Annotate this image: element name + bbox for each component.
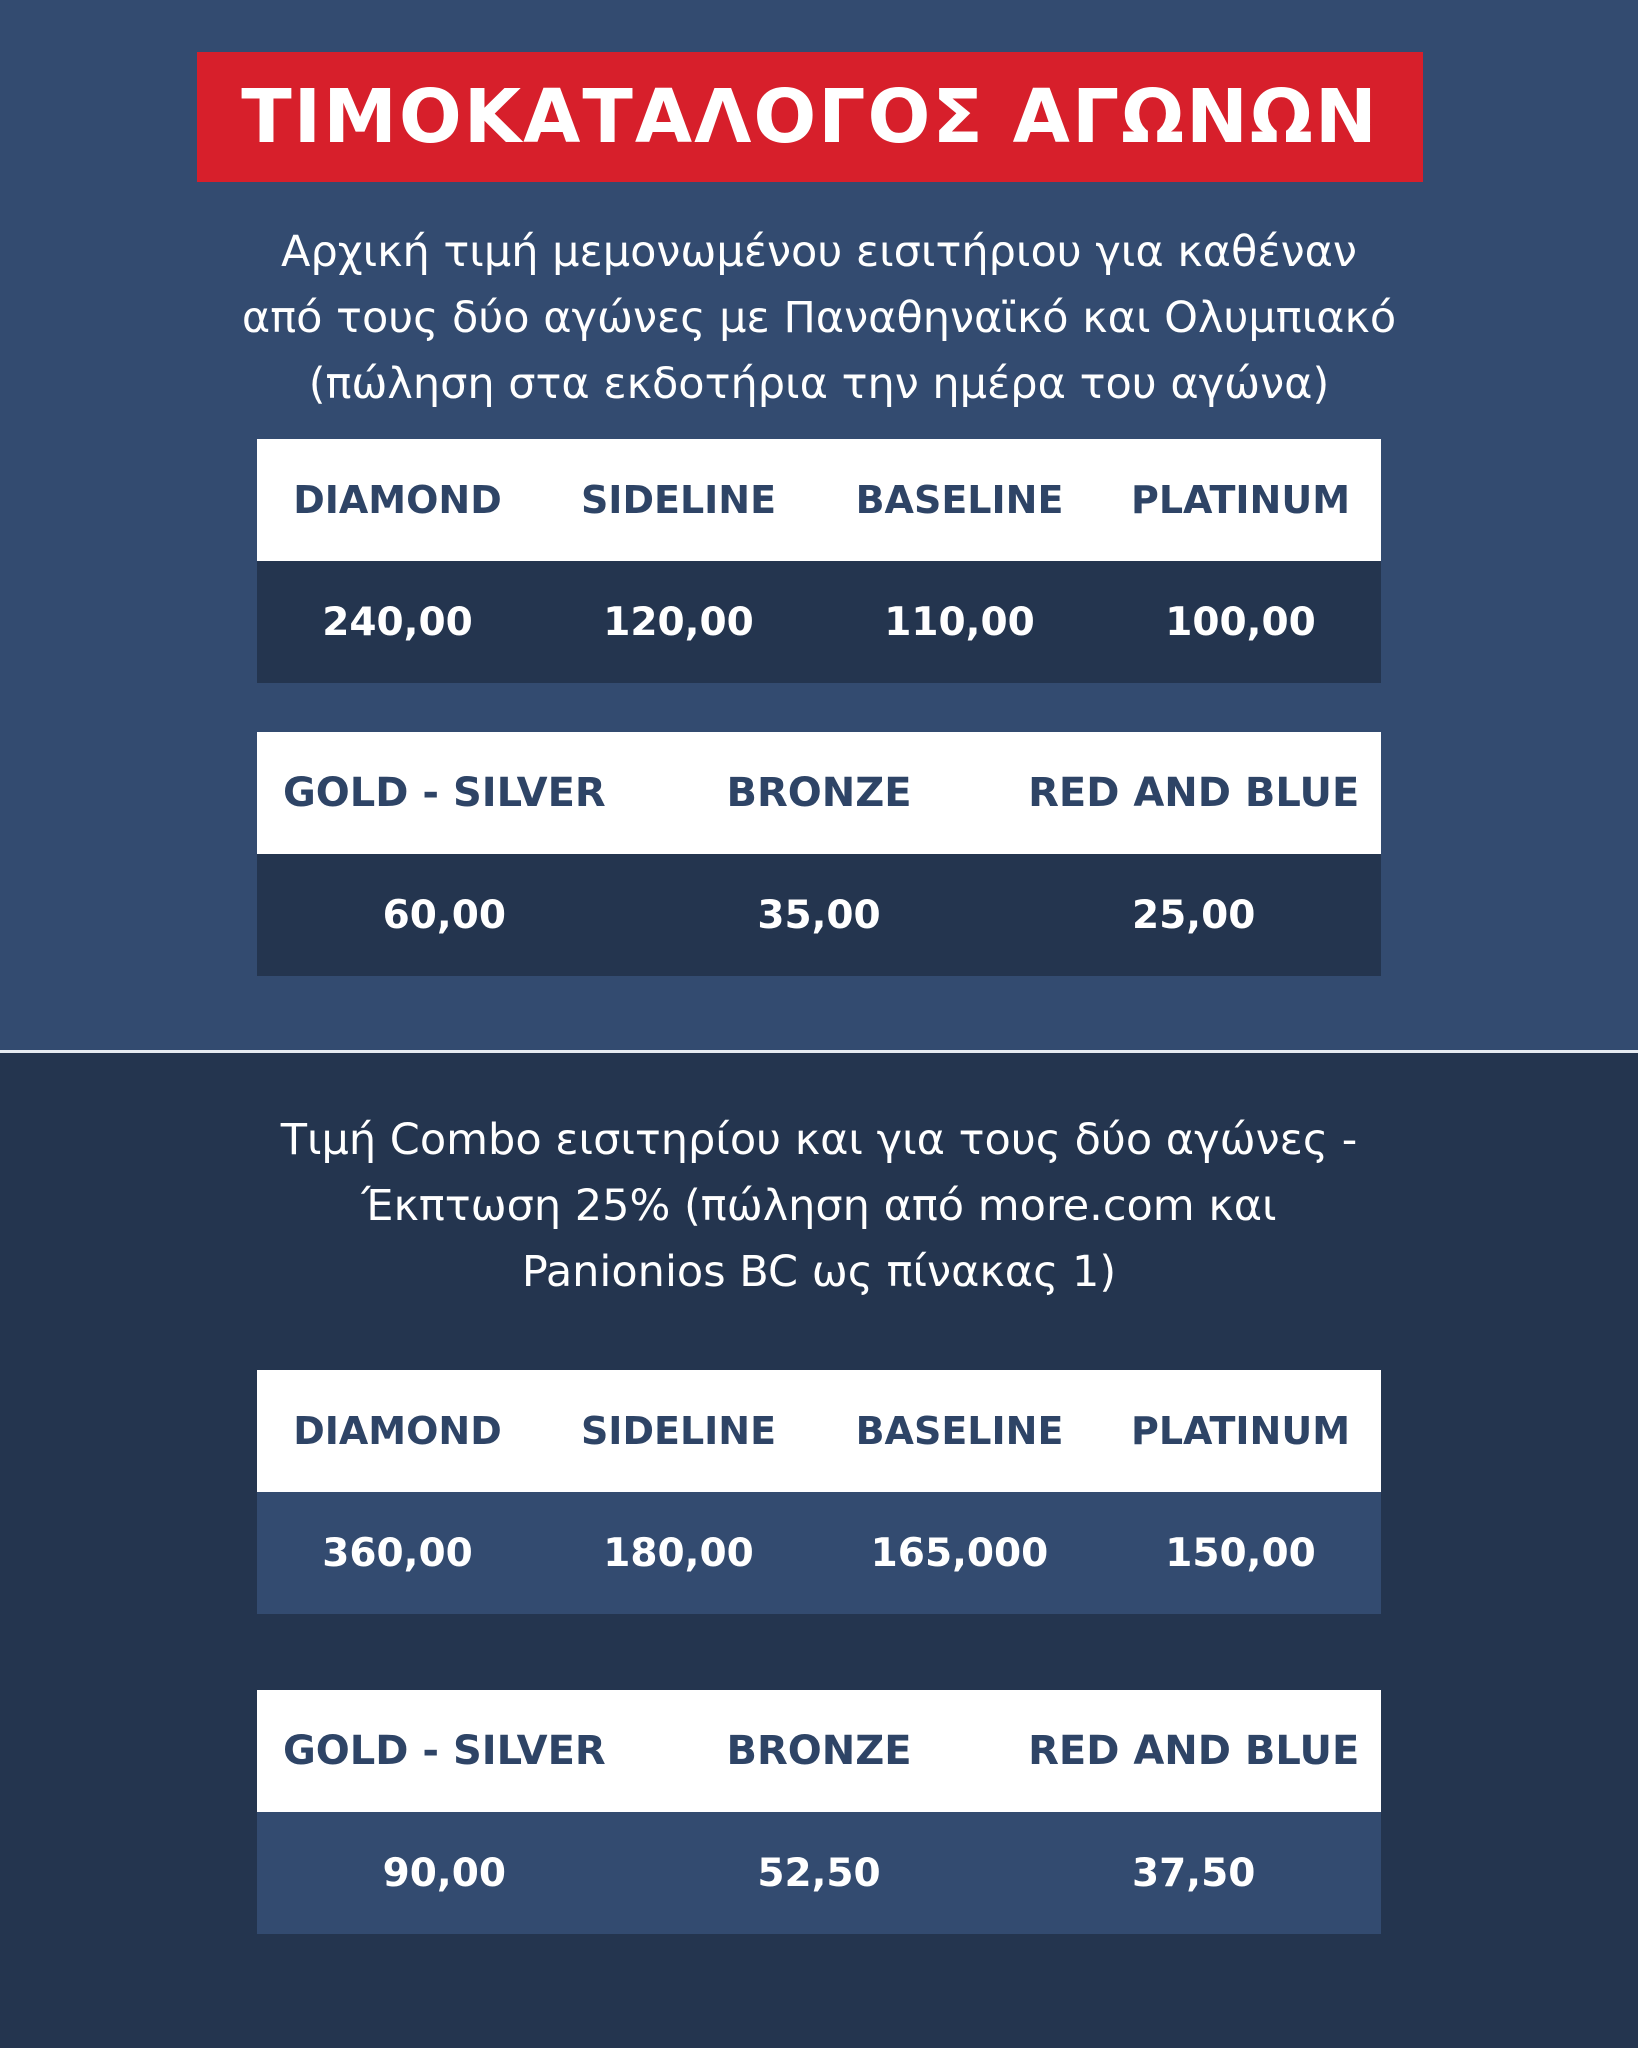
header-red-and-blue: RED AND BLUE	[1028, 1728, 1360, 1774]
price-diamond: 360,00	[322, 1530, 473, 1576]
combo-ticket-description	[150, 1107, 1488, 1305]
description-line: Αρχική τιμή μεμονωμένου εισιτήριου για καθέναν	[281, 227, 1357, 277]
price-platinum: 100,00	[1165, 599, 1316, 645]
header-bronze: BRONZE	[726, 770, 912, 816]
table-price-row	[257, 1812, 1381, 1934]
header-baseline: BASELINE	[855, 478, 1064, 522]
price-red-and-blue: 37,50	[1131, 1850, 1256, 1896]
header-red-and-blue: RED AND BLUE	[1028, 770, 1360, 816]
price-baseline: 165,000	[870, 1530, 1049, 1576]
price-platinum: 150,00	[1165, 1530, 1316, 1576]
table-header-row	[257, 439, 1381, 561]
single-ticket-description	[150, 219, 1488, 417]
combo-price-table-premium	[257, 1370, 1381, 1614]
table-header-row	[257, 1370, 1381, 1492]
price-diamond: 240,00	[322, 599, 473, 645]
page-title: ΤΙΜΟΚΑΤΑΛΟΓΟΣ ΑΓΩΝΩΝ	[241, 74, 1379, 160]
description-line: Τιμή Combo εισιτηρίου και για τους δύο αγώνες -	[280, 1115, 1358, 1165]
header-diamond: DIAMOND	[293, 1409, 502, 1453]
price-sideline: 120,00	[603, 599, 754, 645]
price-bronze: 35,00	[757, 892, 881, 938]
price-sideline: 180,00	[603, 1530, 754, 1576]
header-diamond: DIAMOND	[293, 478, 502, 522]
header-sideline: SIDELINE	[580, 1409, 777, 1453]
header-platinum: PLATINUM	[1130, 1409, 1351, 1453]
header-platinum: PLATINUM	[1130, 478, 1351, 522]
table-price-row	[257, 1492, 1381, 1614]
table-price-row	[257, 561, 1381, 683]
combo-price-table-standard	[257, 1690, 1381, 1934]
table-price-row	[257, 854, 1381, 976]
price-gold-silver: 60,00	[382, 892, 507, 938]
single-price-table-premium	[257, 439, 1381, 683]
description-line: (πώληση στα εκδοτήρια την ημέρα του αγώνα)	[308, 359, 1330, 409]
price-bronze: 52,50	[757, 1850, 881, 1896]
header-sideline: SIDELINE	[580, 478, 777, 522]
single-price-table-standard	[257, 732, 1381, 976]
description-line: Panionios BC ως πίνακας 1)	[521, 1247, 1117, 1297]
description-line: Έκπτωση 25% (πώληση από more.com και	[361, 1181, 1277, 1231]
header-gold-silver: GOLD - SILVER	[282, 770, 606, 816]
table-header-row	[257, 732, 1381, 854]
header-baseline: BASELINE	[855, 1409, 1064, 1453]
description-line: από τους δύο αγώνες με Παναθηναϊκό και Ολυμπιακό	[241, 293, 1397, 343]
header-bronze: BRONZE	[726, 1728, 912, 1774]
price-gold-silver: 90,00	[382, 1850, 507, 1896]
price-baseline: 110,00	[884, 599, 1035, 645]
header-gold-silver: GOLD - SILVER	[282, 1728, 606, 1774]
price-red-and-blue: 25,00	[1131, 892, 1256, 938]
table-header-row	[257, 1690, 1381, 1812]
title-banner	[197, 52, 1423, 182]
